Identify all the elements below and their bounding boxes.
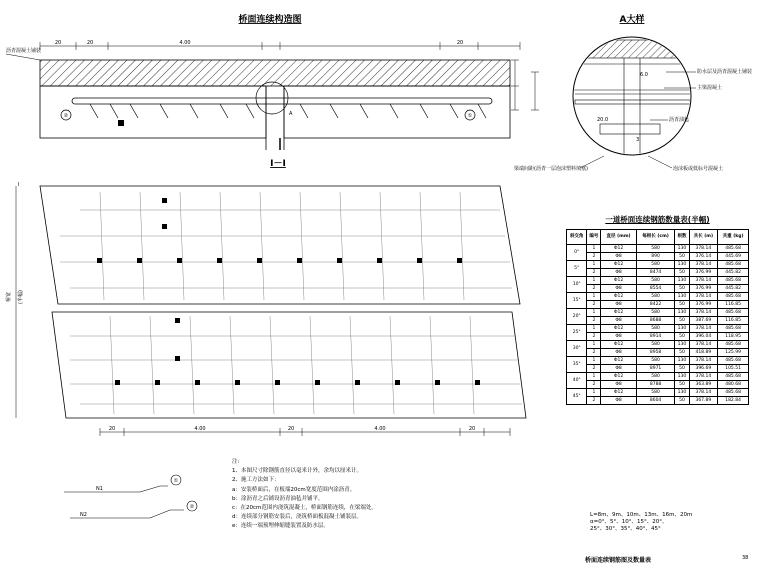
- detail-label-5: 梁端间距(沥青一层泡沫塑料填塞): [514, 166, 588, 172]
- spec-block: [590, 512, 692, 533]
- bar-shape-2-label: N2: [80, 512, 87, 518]
- table-cell: 40°: [567, 373, 587, 389]
- table-row: [567, 261, 749, 269]
- spec-line-2: α=0°、5°、10°、15°、20°、: [590, 519, 668, 525]
- plan-dim-3: 20: [287, 426, 295, 432]
- bar-shape-2: [70, 510, 184, 518]
- table-row: [567, 277, 749, 285]
- table-cell: 580: [636, 373, 675, 381]
- table-cell: Φ12: [601, 389, 636, 397]
- table-cell: 116.85: [718, 317, 749, 325]
- table-header-cell: 每根长 (cm): [636, 230, 675, 245]
- table-cell: 8958: [636, 349, 675, 357]
- table-cell: 50: [675, 253, 689, 261]
- table-cell: Φ8: [601, 397, 636, 405]
- pavement-label: 沥青混凝土铺装: [6, 48, 42, 54]
- table-row: [567, 325, 749, 333]
- table-cell: 580: [636, 293, 675, 301]
- table-cell: 50: [675, 269, 689, 277]
- table-cell: 485.68: [718, 293, 749, 301]
- table-cell: 130: [675, 245, 689, 253]
- table-cell: 8604: [636, 397, 675, 405]
- table-cell: 378.14: [689, 389, 718, 397]
- table-cell: Φ8: [601, 381, 636, 389]
- detail-a-content: [570, 40, 700, 160]
- detail-dim-mid: 3: [636, 137, 640, 143]
- table-row: [567, 389, 749, 397]
- table-row: [567, 253, 749, 261]
- table-cell: 2: [587, 301, 601, 309]
- plan-lower-slab: [52, 312, 526, 418]
- table-row: [567, 365, 749, 373]
- table-cell: 50: [675, 365, 689, 373]
- table-cell: 1: [587, 293, 601, 301]
- note-line: c：在20cm范围内浇筑混凝土，桥面钢筋连续，在梁端处。: [232, 505, 377, 512]
- table-cell: 50: [675, 285, 689, 293]
- continuous-bar-n1: [72, 98, 492, 104]
- table-cell: 50: [675, 301, 689, 309]
- table-cell: 378.14: [689, 261, 718, 269]
- elevation-dimension-line: [40, 42, 520, 50]
- table-cell: 580: [636, 325, 675, 333]
- table-cell: 485.68: [718, 341, 749, 349]
- table-cell: 378.14: [689, 277, 718, 285]
- plan-bottom-dims: [100, 428, 510, 436]
- table-cell: 387.69: [689, 317, 718, 325]
- table-cell: 485.68: [718, 309, 749, 317]
- table-cell: 378.14: [689, 293, 718, 301]
- table-cell: 363.89: [689, 381, 718, 389]
- table-cell: Φ12: [601, 341, 636, 349]
- table-cell: Φ8: [601, 317, 636, 325]
- note-line: 2、施工方法如下：: [232, 477, 280, 484]
- table-cell: Φ8: [601, 269, 636, 277]
- callout-2-label: ①: [467, 113, 473, 119]
- table-cell: 485.68: [718, 373, 749, 381]
- table-cell: Φ12: [601, 325, 636, 333]
- table-cell: 485.68: [718, 277, 749, 285]
- table-cell: 2: [587, 253, 601, 261]
- quantity-table: [566, 229, 749, 405]
- table-cell: Φ12: [601, 373, 636, 381]
- table-cell: 376.14: [689, 253, 718, 261]
- table-cell: 8971: [636, 365, 675, 373]
- table-cell: 25°: [567, 325, 587, 341]
- table-row: [567, 245, 749, 253]
- table-cell: 378.14: [689, 245, 718, 253]
- table-cell: 1: [587, 341, 601, 349]
- dim-top-right: 20: [456, 40, 464, 46]
- table-cell: 35°: [567, 357, 587, 373]
- table-cell: Φ12: [601, 277, 636, 285]
- table-cell: 8788: [636, 381, 675, 389]
- table-cell: 480.68: [718, 381, 749, 389]
- table-row: [567, 373, 749, 381]
- table-cell: 378.14: [689, 325, 718, 333]
- table-header-cell: 斜交角: [567, 230, 587, 245]
- table-row: [567, 349, 749, 357]
- table-cell: 367.89: [689, 397, 718, 405]
- table-row: [567, 333, 749, 341]
- table-cell: 378.14: [689, 373, 718, 381]
- table-row: [567, 285, 749, 293]
- bar-shape-1: [64, 486, 168, 492]
- table-cell: 396.69: [689, 365, 718, 373]
- dim-top-left: 20: [86, 40, 94, 46]
- bar-shape-2-num: ②: [189, 504, 195, 510]
- table-cell: 1: [587, 309, 601, 317]
- table-cell: 1: [587, 325, 601, 333]
- table-cell: 418.89: [689, 349, 718, 357]
- table-cell: Φ12: [601, 245, 636, 253]
- table-cell: 130: [675, 293, 689, 301]
- table-row: [567, 381, 749, 389]
- table-cell: 130: [675, 325, 689, 333]
- plan-upper-slab: [40, 186, 520, 304]
- table-cell: 50: [675, 349, 689, 357]
- table-header-cell: 直径 (mm): [601, 230, 636, 245]
- table-cell: 50: [675, 317, 689, 325]
- detail-label-2: 主梁混凝土: [697, 85, 723, 91]
- table-cell: 580: [636, 357, 675, 365]
- table-cell: 2: [587, 381, 601, 389]
- table-cell: 118.95: [718, 333, 749, 341]
- table-cell: 2: [587, 317, 601, 325]
- spec-line-3: 25°、30°、35°、40°、45°: [590, 526, 661, 532]
- plan-rebar-marks: [97, 198, 480, 385]
- table-cell: 8474: [636, 269, 675, 277]
- spec-line-1: L=8m、9m、10m、13m、16m、20m: [590, 512, 693, 518]
- table-cell: 485.68: [718, 261, 749, 269]
- bar-shape-1-label: N1: [96, 486, 103, 492]
- table-cell: 8422: [636, 301, 675, 309]
- table-row: [567, 341, 749, 349]
- table-row: [567, 269, 749, 277]
- detail-dim-bottom: 20.0: [597, 117, 609, 123]
- dim-top-mid: 4.00: [179, 40, 191, 46]
- table-header-cell: 根数: [675, 230, 689, 245]
- table-cell: Φ8: [601, 365, 636, 373]
- table-cell: 1: [587, 357, 601, 365]
- plan-left-dim-label: 桥宽: [6, 291, 12, 302]
- table-cell: 130: [675, 389, 689, 397]
- table-cell: Φ8: [601, 333, 636, 341]
- table-cell: 10°: [567, 277, 587, 293]
- table-cell: 50: [675, 397, 689, 405]
- table-header-cell: 共重 (kg): [718, 230, 749, 245]
- table-cell: 0°: [567, 245, 587, 261]
- table-cell: Φ12: [601, 357, 636, 365]
- table-cell: 30°: [567, 341, 587, 357]
- table-cell: 125.99: [718, 349, 749, 357]
- table-cell: 2: [587, 333, 601, 341]
- detail-a-mark: A: [289, 111, 293, 117]
- table-cell: 445.69: [718, 253, 749, 261]
- elevation-title: 桥面连续构造图: [238, 15, 302, 25]
- table-cell: 376.99: [689, 269, 718, 277]
- note-line: b：涂沥青之后铺设沥青油毡并铺平。: [232, 495, 324, 502]
- table-cell: 1: [587, 277, 601, 285]
- table-cell: 8914: [636, 333, 675, 341]
- table-cell: 378.14: [689, 341, 718, 349]
- notes-block: [232, 458, 532, 532]
- table-cell: 485.68: [718, 325, 749, 333]
- note-line: 1、本图尺寸除钢筋直径以毫米计外，余均以厘米计。: [232, 468, 363, 475]
- table-cell: 130: [675, 373, 689, 381]
- stirrups: [90, 104, 486, 118]
- table-cell: 8688: [636, 317, 675, 325]
- table-cell: 130: [675, 261, 689, 269]
- notes-heading: 注:: [232, 459, 240, 465]
- girder-left: [40, 86, 266, 138]
- table-cell: 2: [587, 269, 601, 277]
- table-cell: Φ8: [601, 301, 636, 309]
- detail-label-3: 沥青油毡: [669, 117, 690, 123]
- plan-dim-1: 20: [108, 426, 116, 432]
- table-cell: 580: [636, 389, 675, 397]
- table-cell: 2: [587, 397, 601, 405]
- quantity-table-body: [567, 245, 749, 405]
- table-cell: 130: [675, 309, 689, 317]
- table-cell: Φ8: [601, 253, 636, 261]
- table-cell: 15°: [567, 293, 587, 309]
- section-title: I－I: [270, 159, 286, 169]
- note-line: a：安装桥面后，在板端20cm宽度范围内涂沥青。: [232, 486, 356, 493]
- detail-dim-top: 6.0: [640, 72, 648, 78]
- table-cell: 50: [675, 333, 689, 341]
- table-cell: Φ12: [601, 309, 636, 317]
- table-row: [567, 309, 749, 317]
- page-number: 38: [742, 555, 749, 561]
- table-header-cell: 共长 (m): [689, 230, 718, 245]
- note-line: d：连续部分钢筋安装后，浇筑桥面板混凝土铺装层。: [232, 514, 362, 521]
- girder-right: [284, 86, 510, 138]
- table-cell: 5°: [567, 261, 587, 277]
- table-cell: 105.51: [718, 365, 749, 373]
- table-cell: 485.68: [718, 245, 749, 253]
- plan-dim-2: 4.00: [194, 426, 206, 432]
- table-cell: 378.14: [689, 309, 718, 317]
- table-cell: Φ12: [601, 293, 636, 301]
- table-cell: 1: [587, 389, 601, 397]
- drawing-name: 桥面连续钢筋图及数量表: [585, 557, 652, 564]
- quantity-table-header: [567, 230, 749, 245]
- table-cell: Φ12: [601, 261, 636, 269]
- table-cell: 580: [636, 341, 675, 349]
- table-cell: 485.68: [718, 357, 749, 365]
- plan-dim-5: 20: [468, 426, 476, 432]
- table-cell: 2: [587, 365, 601, 373]
- plan-dim-4: 4.00: [374, 426, 386, 432]
- table-cell: 1: [587, 261, 601, 269]
- table-row: [567, 301, 749, 309]
- table-cell: 580: [636, 309, 675, 317]
- table-cell: 376.99: [689, 285, 718, 293]
- table-cell: 8554: [636, 285, 675, 293]
- detail-label-4: 泡沫板或低标号混凝土: [673, 166, 724, 172]
- table-cell: 1: [587, 373, 601, 381]
- table-cell: 182.84: [718, 397, 749, 405]
- table-cell: 580: [636, 245, 675, 253]
- table-cell: 130: [675, 357, 689, 365]
- table-cell: Φ8: [601, 285, 636, 293]
- table-cell: 130: [675, 341, 689, 349]
- table-cell: 1: [587, 245, 601, 253]
- table-cell: 45°: [567, 389, 587, 405]
- table-cell: 580: [636, 277, 675, 285]
- elevation-right-dims: [511, 60, 539, 110]
- table-cell: 2: [587, 349, 601, 357]
- table-cell: 378.14: [689, 357, 718, 365]
- pavement-leader: [6, 54, 40, 60]
- plan-left-dim-label2: (半幅): [18, 290, 24, 304]
- table-cell: 50: [675, 381, 689, 389]
- table-cell: 20°: [567, 309, 587, 325]
- rebar-mark-elev: [118, 120, 124, 126]
- table-cell: 376.99: [689, 301, 718, 309]
- table-cell: Φ8: [601, 349, 636, 357]
- table-cell: 445.82: [718, 269, 749, 277]
- quantity-table-title: 一道桥面连续钢筋数量表(半幅): [605, 215, 710, 224]
- table-row: [567, 357, 749, 365]
- bar-shape-1-num: ①: [173, 478, 179, 484]
- table-cell: 485.68: [718, 389, 749, 397]
- table-cell: 890: [636, 253, 675, 261]
- table-row: [567, 317, 749, 325]
- table-row: [567, 293, 749, 301]
- table-header-cell: 编号: [587, 230, 601, 245]
- table-row: [567, 397, 749, 405]
- table-cell: 580: [636, 261, 675, 269]
- dim-top-left2: 20: [54, 40, 62, 46]
- callout-1-label: ②: [63, 113, 69, 119]
- table-cell: 396.04: [689, 333, 718, 341]
- note-line: e：连续一端预埋伸缩缝装置及防水层。: [232, 523, 329, 530]
- detail-label-1: 防水层及沥青混凝土铺装: [697, 69, 753, 75]
- detail-a-title: A大样: [619, 15, 645, 25]
- table-cell: 445.82: [718, 285, 749, 293]
- table-cell: 116.85: [718, 301, 749, 309]
- plan-grid: [60, 192, 522, 414]
- plan-mark-top: I: [18, 182, 20, 188]
- table-cell: 130: [675, 277, 689, 285]
- table-cell: 2: [587, 285, 601, 293]
